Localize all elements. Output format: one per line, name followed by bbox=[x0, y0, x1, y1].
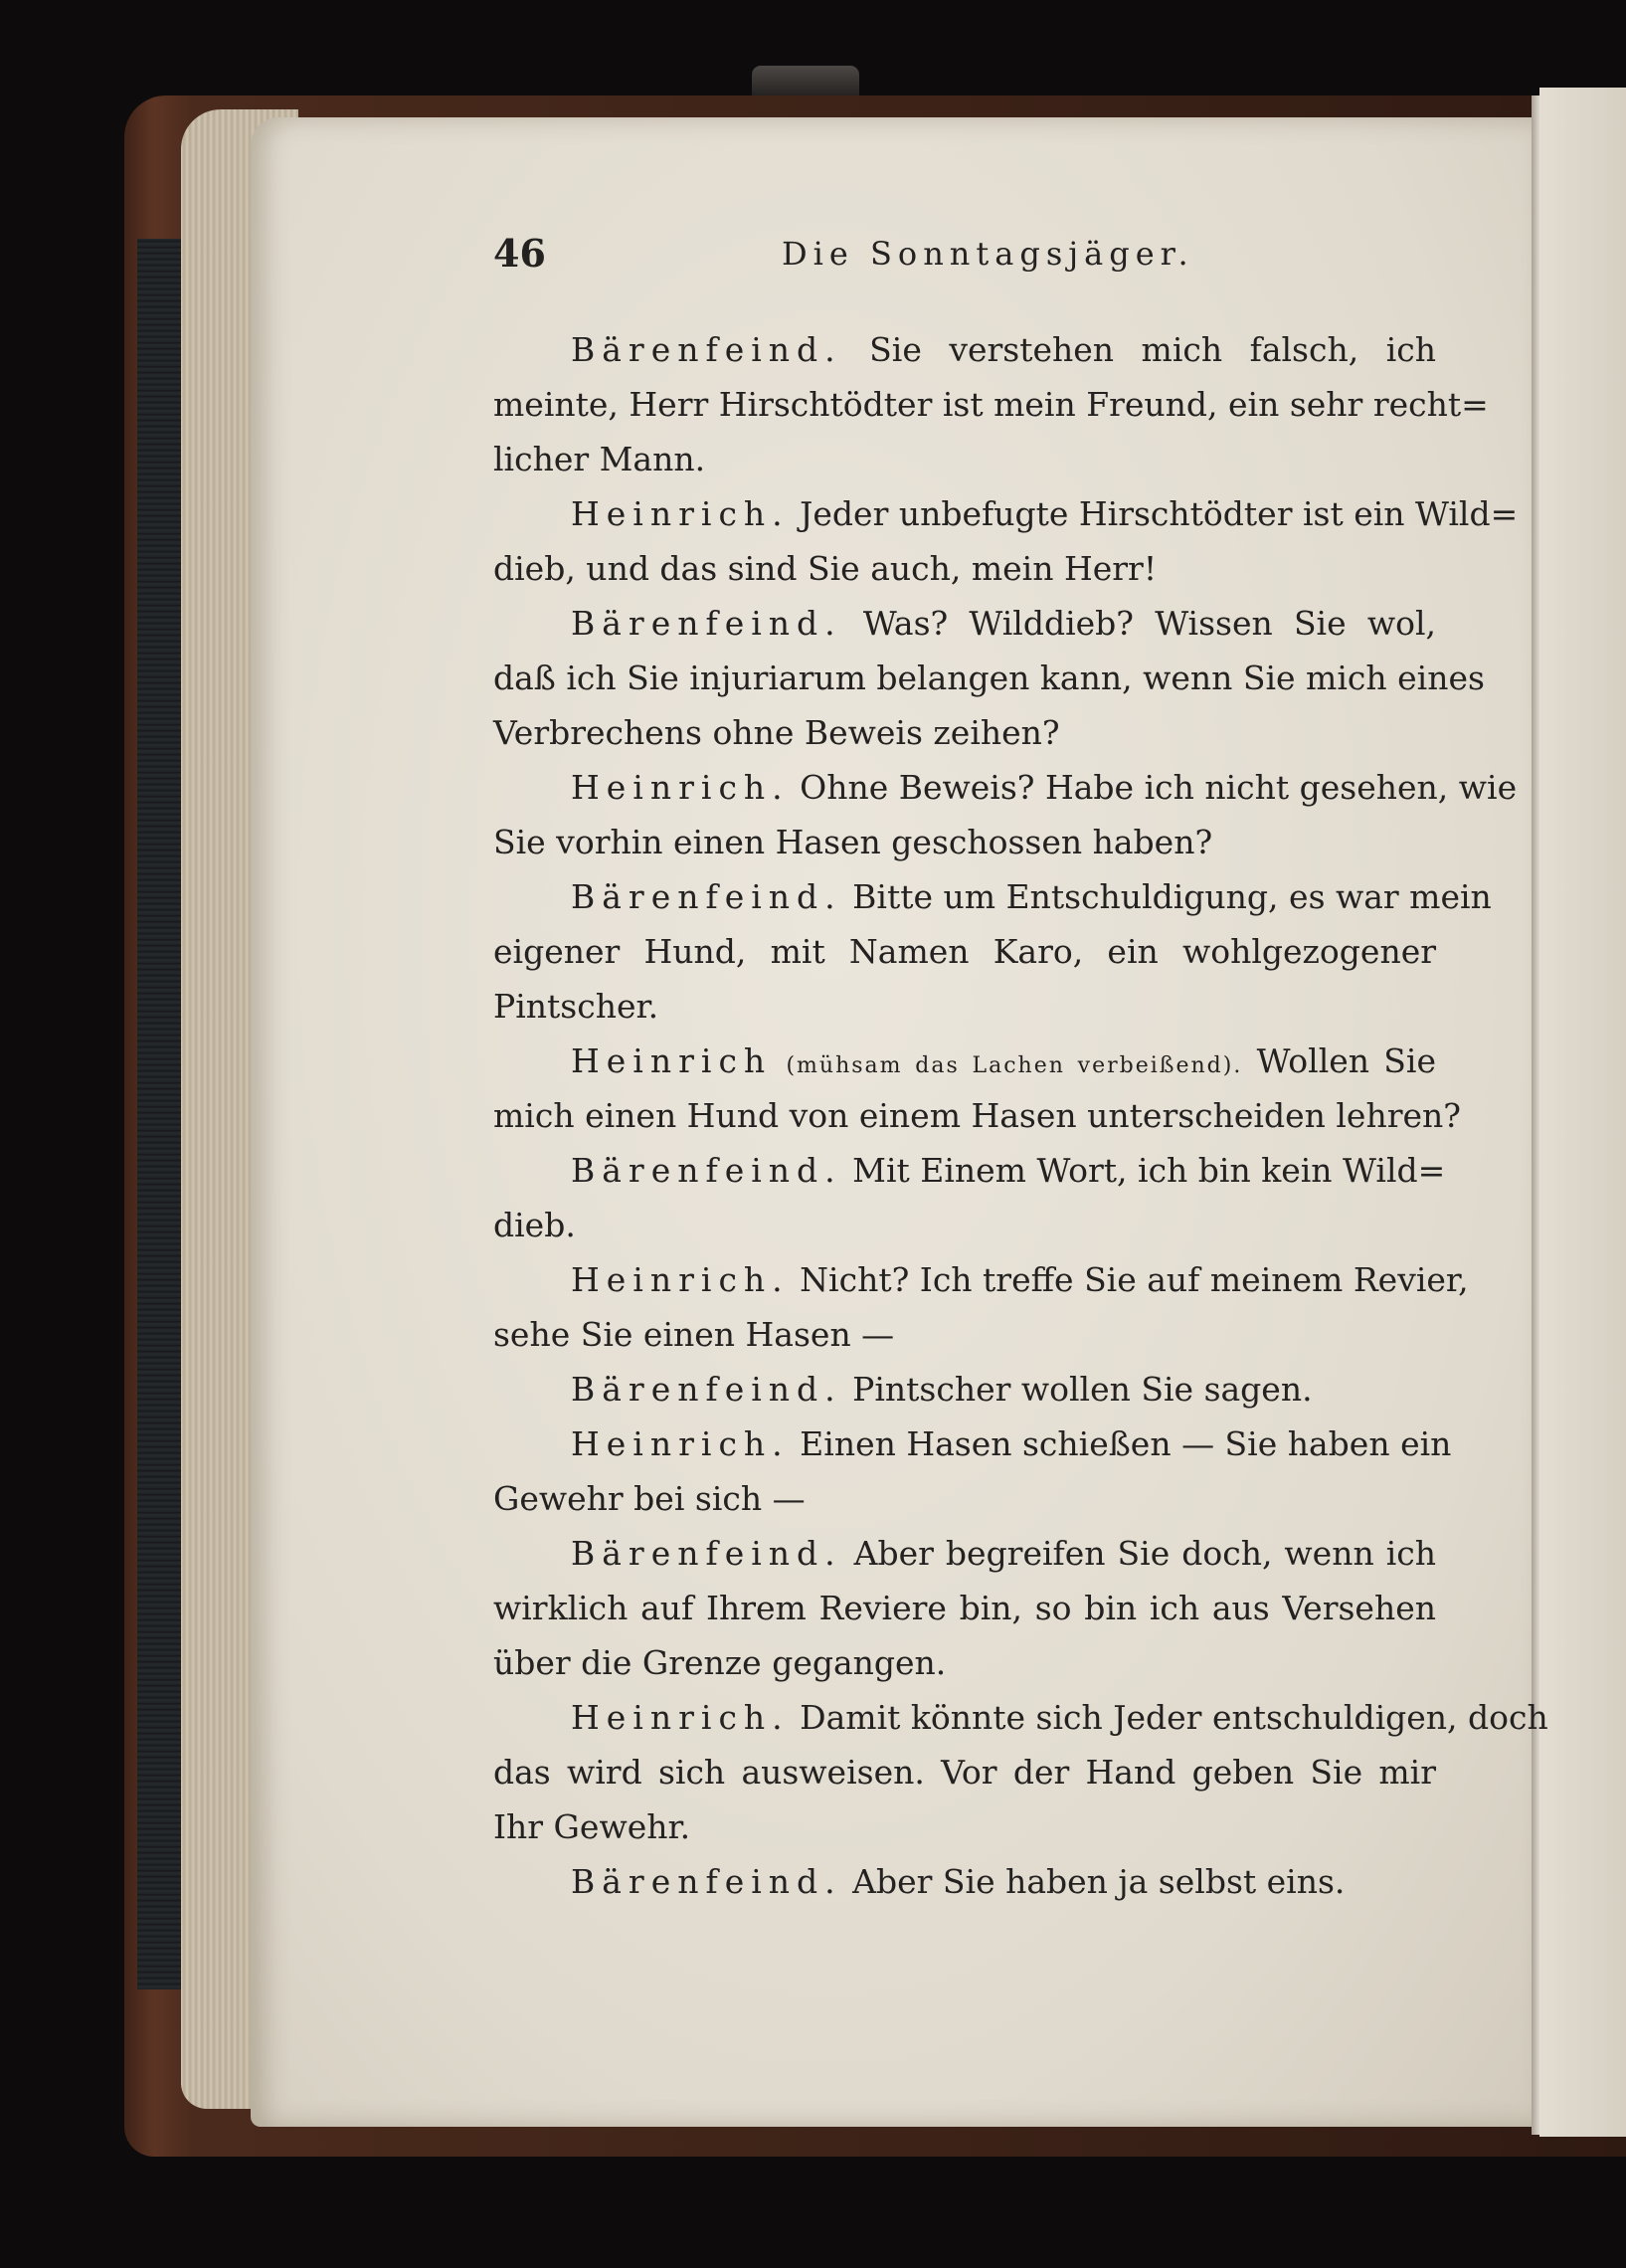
dialogue-body bbox=[493, 322, 1548, 1909]
line-text: dieb. bbox=[493, 1206, 576, 1244]
line-text: dieb, und das sind Sie auch, mein Herr! bbox=[493, 549, 1158, 588]
speaker-name: Heinrich. bbox=[571, 1424, 790, 1463]
text-line bbox=[493, 760, 1518, 815]
line-text: Wollen Sie bbox=[1256, 1041, 1436, 1080]
line-text: Jeder unbefugte Hirschtödter ist ein Wild= bbox=[800, 494, 1519, 533]
speaker-name: Heinrich. bbox=[571, 768, 790, 807]
speaker-name: Heinrich. bbox=[571, 494, 790, 533]
book-clasp bbox=[752, 66, 859, 99]
text-line bbox=[493, 924, 1436, 979]
line-text: Aber Sie haben ja selbst eins. bbox=[852, 1862, 1346, 1901]
text-line bbox=[493, 1198, 1436, 1252]
text-line bbox=[493, 1034, 1436, 1088]
speaker-name: Heinrich bbox=[571, 1041, 773, 1080]
text-line bbox=[493, 869, 1492, 924]
line-text: wirklich auf Ihrem Reviere bin, so bin ich aus Versehen bbox=[493, 1589, 1436, 1627]
text-line bbox=[493, 541, 1436, 596]
line-text: über die Grenze gegangen. bbox=[493, 1643, 947, 1682]
speaker-name: Heinrich. bbox=[571, 1698, 790, 1737]
text-line bbox=[493, 1088, 1461, 1143]
text-line bbox=[493, 1690, 1548, 1745]
line-text: Aber begreifen Sie doch, wenn ich bbox=[853, 1534, 1436, 1573]
line-text: Bitte um Entschuldigung, es war mein bbox=[852, 877, 1492, 916]
speaker-name: Bärenfeind. bbox=[571, 877, 842, 916]
text-line bbox=[493, 1526, 1436, 1581]
line-text: Nicht? Ich treffe Sie auf meinem Revier, bbox=[800, 1260, 1469, 1299]
speaker-name: Bärenfeind. bbox=[571, 1370, 842, 1409]
text-line bbox=[493, 377, 1489, 432]
text-line bbox=[493, 1745, 1436, 1799]
line-text: Ohne Beweis? Habe ich nicht gesehen, wie bbox=[800, 768, 1518, 807]
text-line bbox=[493, 1362, 1436, 1417]
line-text: meinte, Herr Hirschtödter ist mein Freund, ein sehr recht= bbox=[493, 385, 1489, 424]
speaker-name: Bärenfeind. bbox=[571, 604, 842, 643]
text-line bbox=[493, 1143, 1446, 1198]
line-text: mich einen Hund von einem Hasen unterscheiden lehren? bbox=[493, 1096, 1461, 1135]
speaker-name: Bärenfeind. bbox=[571, 1534, 842, 1573]
text-line bbox=[493, 1417, 1452, 1471]
text-line bbox=[493, 705, 1436, 760]
text-line bbox=[493, 432, 1436, 486]
text-line bbox=[493, 979, 1436, 1034]
page-header bbox=[493, 231, 1436, 275]
line-text: Gewehr bei sich — bbox=[493, 1479, 806, 1518]
line-text: Verbrechens ohne Beweis zeihen? bbox=[493, 713, 1060, 752]
line-text: licher Mann. bbox=[493, 440, 706, 478]
line-text: Einen Hasen schießen — Sie haben ein bbox=[800, 1424, 1452, 1463]
text-line bbox=[493, 651, 1485, 705]
line-text: Pintscher wollen Sie sagen. bbox=[852, 1370, 1313, 1409]
text-line bbox=[493, 596, 1436, 651]
line-text: daß ich Sie injuriarum belangen kann, wenn Sie mich eines bbox=[493, 659, 1485, 697]
text-line bbox=[493, 322, 1436, 377]
line-text: Sie vorhin einen Hasen geschossen haben? bbox=[493, 823, 1213, 861]
line-text: Was? Wilddieb? Wissen Sie wol, bbox=[862, 604, 1436, 643]
text-line bbox=[493, 1635, 1436, 1690]
line-text: sehe Sie einen Hasen — bbox=[493, 1315, 895, 1354]
line-text: eigener Hund, mit Namen Karo, ein wohlgezogener bbox=[493, 932, 1436, 971]
speaker-name: Bärenfeind. bbox=[571, 330, 842, 369]
text-line bbox=[493, 815, 1436, 869]
facing-page-edge bbox=[1539, 88, 1626, 2137]
speaker-name: Bärenfeind. bbox=[571, 1151, 842, 1190]
page-number: 46 bbox=[493, 231, 546, 276]
text-line bbox=[493, 486, 1519, 541]
speaker-name: Heinrich. bbox=[571, 1260, 790, 1299]
stage-direction: (mühsam das Lachen verbeißend). bbox=[786, 1053, 1243, 1078]
text-line bbox=[493, 1307, 1436, 1362]
text-line bbox=[493, 1854, 1436, 1909]
line-text: Ihr Gewehr. bbox=[493, 1807, 691, 1846]
line-text: Damit könnte sich Jeder entschuldigen, doch bbox=[800, 1698, 1548, 1737]
line-text: Mit Einem Wort, ich bin kein Wild= bbox=[852, 1151, 1446, 1190]
text-line bbox=[493, 1799, 1436, 1854]
running-title: Die Sonntagsjäger. bbox=[782, 235, 1194, 273]
text-line bbox=[493, 1471, 1436, 1526]
line-text: Pintscher. bbox=[493, 987, 659, 1026]
text-line bbox=[493, 1252, 1469, 1307]
line-text: Sie verstehen mich falsch, ich bbox=[869, 330, 1436, 369]
speaker-name: Bärenfeind. bbox=[571, 1862, 842, 1901]
line-text: das wird sich ausweisen. Vor der Hand geben Sie mir bbox=[493, 1753, 1436, 1792]
text-line bbox=[493, 1581, 1436, 1635]
